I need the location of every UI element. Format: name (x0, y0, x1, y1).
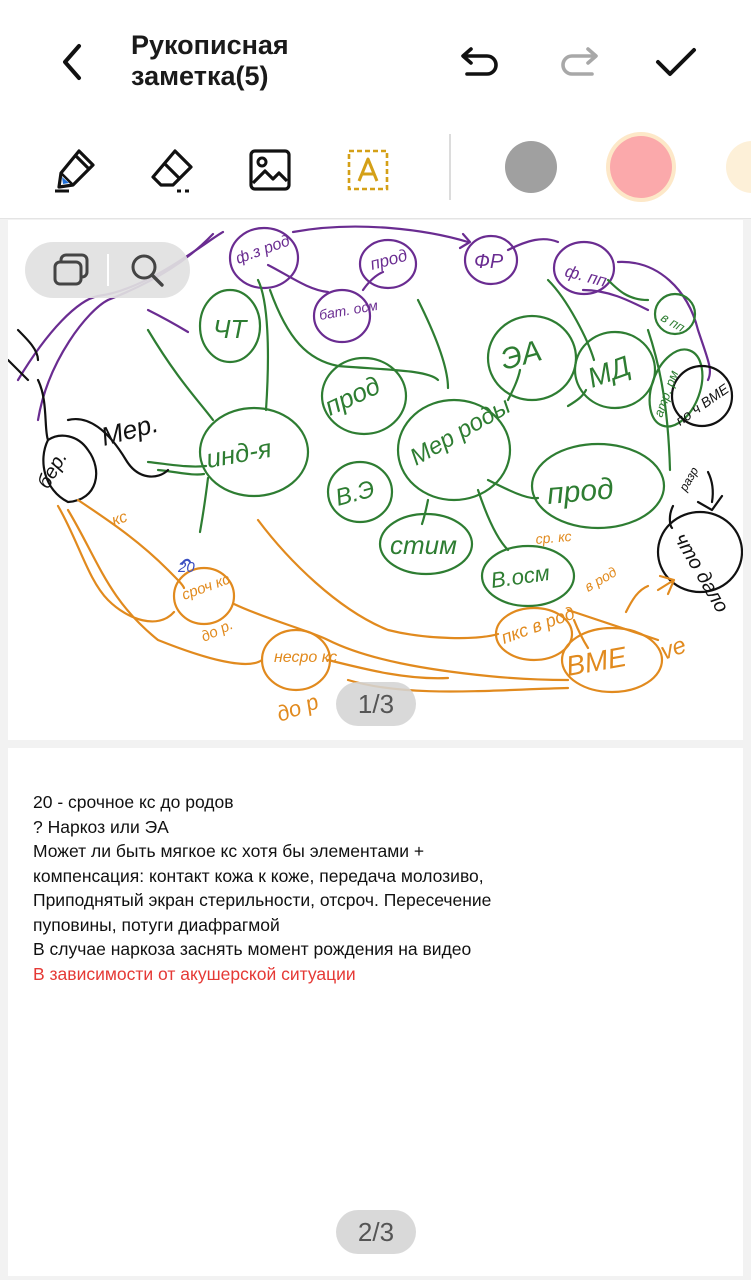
mindmap-word: прод (319, 369, 385, 422)
confirm-button[interactable] (646, 32, 706, 92)
mindmap-word: несро кс (274, 649, 338, 666)
note-title (131, 30, 431, 92)
mindmap-word: прод (545, 472, 615, 511)
mindmap-word: кс (109, 508, 130, 530)
note-text-block[interactable] (33, 790, 713, 986)
mindmap-word: ЧТ (213, 314, 247, 344)
view-controls-pill (25, 242, 190, 298)
mindmap-word: ve (656, 631, 690, 666)
back-button[interactable] (42, 32, 102, 92)
color-swatch-cream[interactable] (726, 141, 751, 193)
eraser-icon (147, 145, 197, 195)
mindmap-word: бат. осм (317, 296, 379, 323)
mindmap-word: В.Э (332, 475, 378, 512)
mindmap-word: прод (368, 245, 410, 274)
mindmap-word: ср. кс (534, 527, 573, 547)
header-bar (0, 0, 751, 122)
handwritten-mindmap[interactable] (8, 220, 743, 740)
note-line: 20 - срочное кс до родов (33, 792, 234, 812)
redo-button[interactable] (548, 32, 608, 92)
mindmap-word: ВМЕ (563, 640, 629, 682)
mindmap-word: разр (676, 464, 702, 494)
mindmap-word: ФР (474, 251, 504, 273)
note-page-2[interactable] (8, 748, 743, 1276)
mindmap-word: Мер роды (405, 392, 516, 472)
note-line: пуповины, потуги диафрагмой (33, 914, 280, 935)
note-title-line2: заметка(5) (131, 61, 269, 91)
drawing-toolbar (0, 122, 751, 219)
search-button[interactable] (117, 246, 177, 294)
mindmap-word: МД (583, 349, 635, 394)
search-icon (127, 250, 167, 290)
page-indicator: 2/3 (336, 1210, 416, 1254)
mindmap-word: до р. (198, 616, 236, 646)
mindmap-word: Мер. (97, 407, 162, 452)
note-page-1[interactable] (8, 220, 743, 740)
toolbar-divider (449, 134, 451, 200)
mindmap-word: пкс в род (498, 602, 578, 648)
note-line: Приподнятый экран стерильности, отсроч. Пересечение (33, 890, 492, 910)
undo-icon (459, 45, 503, 79)
mindmap-word: бер. (33, 447, 72, 493)
image-tool-button[interactable] (240, 140, 300, 200)
pen-tool-button[interactable] (44, 140, 104, 200)
page-indicator: 1/3 (336, 682, 416, 726)
note-line-red: В зависимости от акушерской ситуации (33, 963, 356, 984)
note-title-line1: Рукописная (131, 30, 289, 60)
color-swatch-gray[interactable] (505, 141, 557, 193)
mindmap-word: сроч кс (179, 570, 233, 604)
redo-icon (556, 45, 600, 79)
mindmap-word: В.осм (489, 559, 552, 593)
mindmap-word: инд-я (203, 432, 274, 474)
chevron-left-icon (57, 42, 87, 82)
mindmap-word: по ч ВМЕ (672, 380, 732, 429)
mindmap-word: в пп (658, 309, 688, 335)
pill-divider (107, 254, 109, 286)
text-tool-button[interactable] (338, 140, 398, 200)
pen-icon (49, 145, 99, 195)
mindmap-word: атр. рм (650, 368, 682, 420)
mindmap-word: до р (273, 688, 322, 727)
note-line: Может ли быть мягкое кс хотя бы элементами + (33, 841, 425, 861)
note-line: компенсация: контакт кожа к коже, передача молозиво, (33, 865, 484, 886)
note-line: ? Наркоз или ЭА (33, 816, 169, 837)
pages-overview-button[interactable] (41, 246, 101, 294)
image-icon (247, 147, 293, 193)
note-line: В случае наркоза заснять момент рождения на видео (33, 939, 472, 959)
text-box-icon (345, 147, 391, 193)
eraser-tool-button[interactable] (142, 140, 202, 200)
mindmap-word: ЭА (497, 334, 546, 377)
mindmap-word: в род (581, 563, 620, 595)
mindmap-word: ф. пп (562, 261, 609, 291)
color-swatch-pink[interactable] (610, 136, 672, 198)
mindmap-word: 20 (178, 559, 195, 576)
mindmap-word: стим (390, 530, 457, 560)
undo-button[interactable] (451, 32, 511, 92)
mindmap-word: что дало (669, 529, 733, 617)
pages-icon (51, 252, 91, 288)
mindmap-word: ф.з род (233, 232, 293, 268)
check-icon (654, 45, 698, 79)
